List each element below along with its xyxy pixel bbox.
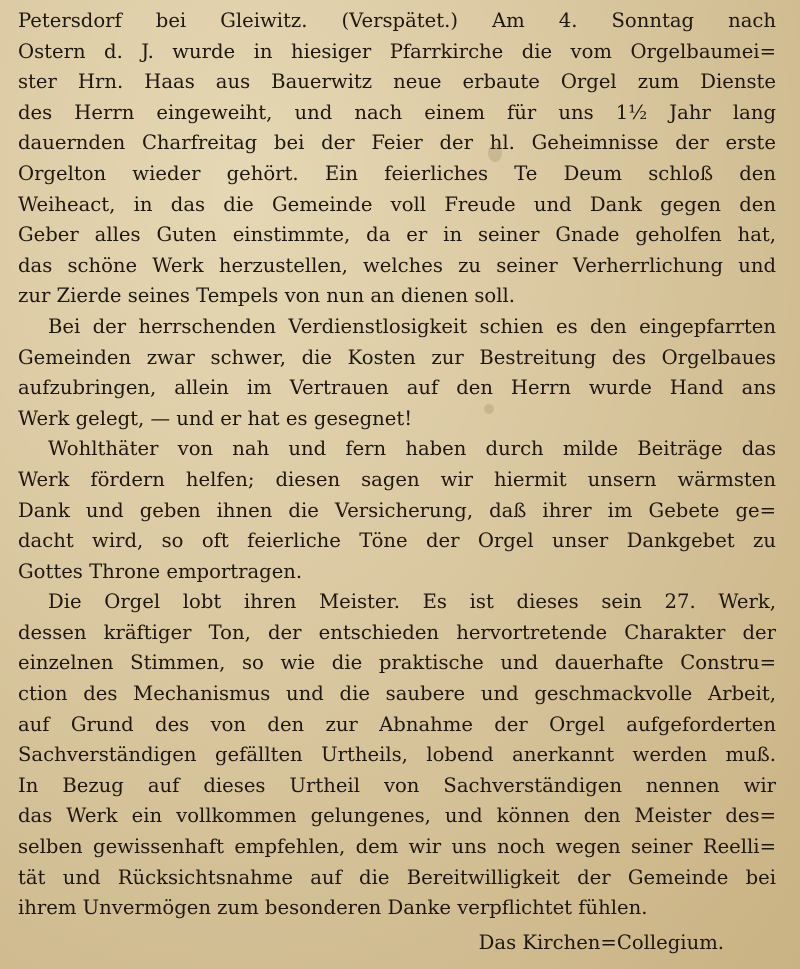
text-line: Ostern d. J. wurde in hiesiger Pfarrkirche die vom Orgelbaumei=	[18, 39, 776, 63]
text-line: ction des Mechanismus und die saubere und geschmackvolle Arbeit,	[18, 682, 776, 706]
text-line: Sachverständigen gefällten Urtheils, lobend anerkannt werden muß.	[18, 743, 776, 767]
text-line: Gemeinden zwar schwer, die Kosten zur Bestreitung des Orgelbaues	[18, 345, 776, 369]
text-line: Bei der herrschenden Verdienstlosigkeit schien es den eingepfarrten	[48, 314, 776, 338]
text-line: Dank und geben ihnen die Versicherung, daß ihrer im Gebete ge=	[18, 498, 776, 522]
paragraph-4	[18, 587, 776, 924]
text-line: zur Zierde seines Tempels von nun an dienen soll.	[18, 284, 515, 308]
paragraph-3	[18, 434, 776, 587]
text-line: tät und Rücksichtsnahme auf die Bereitwilligkeit der Gemeinde bei	[18, 865, 776, 889]
text-line: Gottes Throne emportragen.	[18, 559, 303, 583]
text-line: einzelnen Stimmen, so wie die praktische und dauerhafte Constru=	[18, 651, 776, 675]
text-line: Orgelton wieder gehört. Ein feierliches Te Deum schloß den	[18, 161, 776, 185]
text-line: dauernden Charfreitag bei der Feier der hl. Geheimnisse der erste	[18, 131, 776, 155]
text-line: ihrem Unvermögen zum besonderen Danke verpflichtet fühlen.	[18, 896, 648, 920]
text-line: Werk gelegt, — und er hat es gesegnet!	[18, 406, 413, 430]
text-line: Petersdorf bei Gleiwitz. (Verspätet.) Am 4. Sonntag nach	[18, 9, 776, 32]
text-line: aufzubringen, allein im Vertrauen auf den Herrn wurde Hand ans	[18, 376, 776, 400]
paper-stain	[484, 404, 494, 414]
text-line: ster Hrn. Haas aus Bauerwitz neue erbaute Orgel zum Dienste	[18, 70, 776, 94]
text-line: das Werk ein vollkommen gelungenes, und können den Meister des=	[18, 804, 776, 828]
signature: Das Kirchen=Collegium.	[478, 930, 724, 954]
text-line: Weiheact, in das die Gemeinde voll Freude und Dank gegen den	[18, 192, 776, 216]
text-line: Geber alles Guten einstimmte, da er in seiner Gnade geholfen hat,	[18, 223, 776, 247]
text-line: des Herrn eingeweiht, und nach einem für uns 1½ Jahr lang	[18, 100, 776, 124]
text-line: auf Grund des von den zur Abnahme der Orgel aufgeforderten	[18, 712, 776, 736]
paper-stain	[488, 144, 502, 162]
paragraph-1	[18, 6, 776, 312]
newspaper-article	[18, 6, 776, 961]
text-line: Wohlthäter von nah und fern haben durch milde Beiträge das	[48, 437, 776, 461]
text-line: das schöne Werk herzustellen, welches zu seiner Verherrlichung und	[18, 253, 776, 277]
text-line: selben gewissenhaft empfehlen, dem wir uns noch wegen seiner Reelli=	[18, 835, 776, 859]
text-line: Die Orgel lobt ihren Meister. Es ist dieses sein 27. Werk,	[48, 590, 776, 614]
paragraph-2	[18, 312, 776, 434]
text-line: dessen kräftiger Ton, der entschieden hervortretende Charakter der	[18, 620, 776, 644]
text-line: Werk fördern helfen; diesen sagen wir hiermit unsern wärmsten	[18, 467, 776, 491]
text-line: In Bezug auf dieses Urtheil von Sachverständigen nennen wir	[18, 773, 776, 797]
text-line: dacht wird, so oft feierliche Töne der Orgel unser Dankgebet zu	[18, 529, 776, 553]
